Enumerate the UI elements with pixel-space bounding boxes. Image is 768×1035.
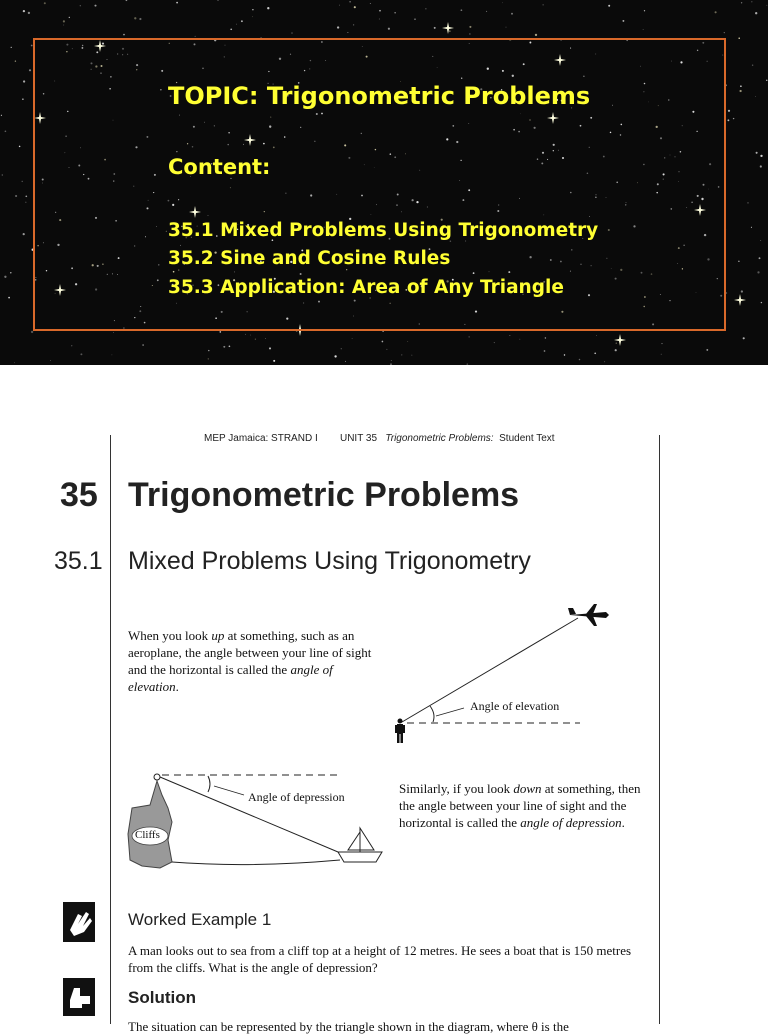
content-item: 35.1 Mixed Problems Using Trigonometry <box>168 220 599 241</box>
worked-example-title: Worked Example 1 <box>128 910 272 929</box>
solution-text: The situation can be represented by the triangle shown in the diagram, where θ is the <box>128 1019 569 1034</box>
header-student-text: Student Text <box>499 433 555 444</box>
solution-title: Solution <box>128 988 196 1007</box>
solution-hand-icon <box>63 978 95 1016</box>
content-label: Content: <box>168 155 271 179</box>
depression-paragraph: Similarly, if you look down at something, then the angle between your line of sight and the horizontal is called the angle of depression. <box>399 781 641 830</box>
person-icon <box>395 719 405 744</box>
content-item: 35.2 Sine and Cosine Rules <box>168 248 451 269</box>
elevation-label: Angle of elevation <box>470 699 560 713</box>
section-number: 35.1 <box>54 547 103 575</box>
elevation-diagram <box>395 604 609 743</box>
unit-title: Trigonometric Problems <box>128 476 520 514</box>
worked-example-text: A man looks out to sea from a cliff top at a height of 12 metres. He sees a boat that is 150 metres from the cliffs. What is the angle of depression? <box>128 943 632 975</box>
depression-label: Angle of depression <box>248 790 345 804</box>
header-unit: UNIT 35 <box>339 433 378 444</box>
depression-diagram <box>128 774 382 868</box>
section-title: Mixed Problems Using Trigonometry <box>128 547 531 575</box>
boat-icon <box>338 828 382 862</box>
topic-title: TOPIC: Trigonometric Problems <box>168 82 591 110</box>
plane-icon <box>568 604 609 626</box>
header-title: Trigonometric Problems: <box>385 433 494 444</box>
header-strand: MEP Jamaica: STRAND I <box>204 433 318 444</box>
example-hand-icon <box>63 902 95 942</box>
content-item: 35.3 Application: Area of Any Triangle <box>168 277 564 298</box>
cliffs-label: Cliffs <box>135 829 160 841</box>
elevation-paragraph: When you look up at something, such as an aeroplane, the angle between your line of sight and the horizontal is called the angle of elevation. <box>128 628 372 694</box>
cliff-shape <box>128 781 172 868</box>
unit-number: 35 <box>60 476 98 514</box>
